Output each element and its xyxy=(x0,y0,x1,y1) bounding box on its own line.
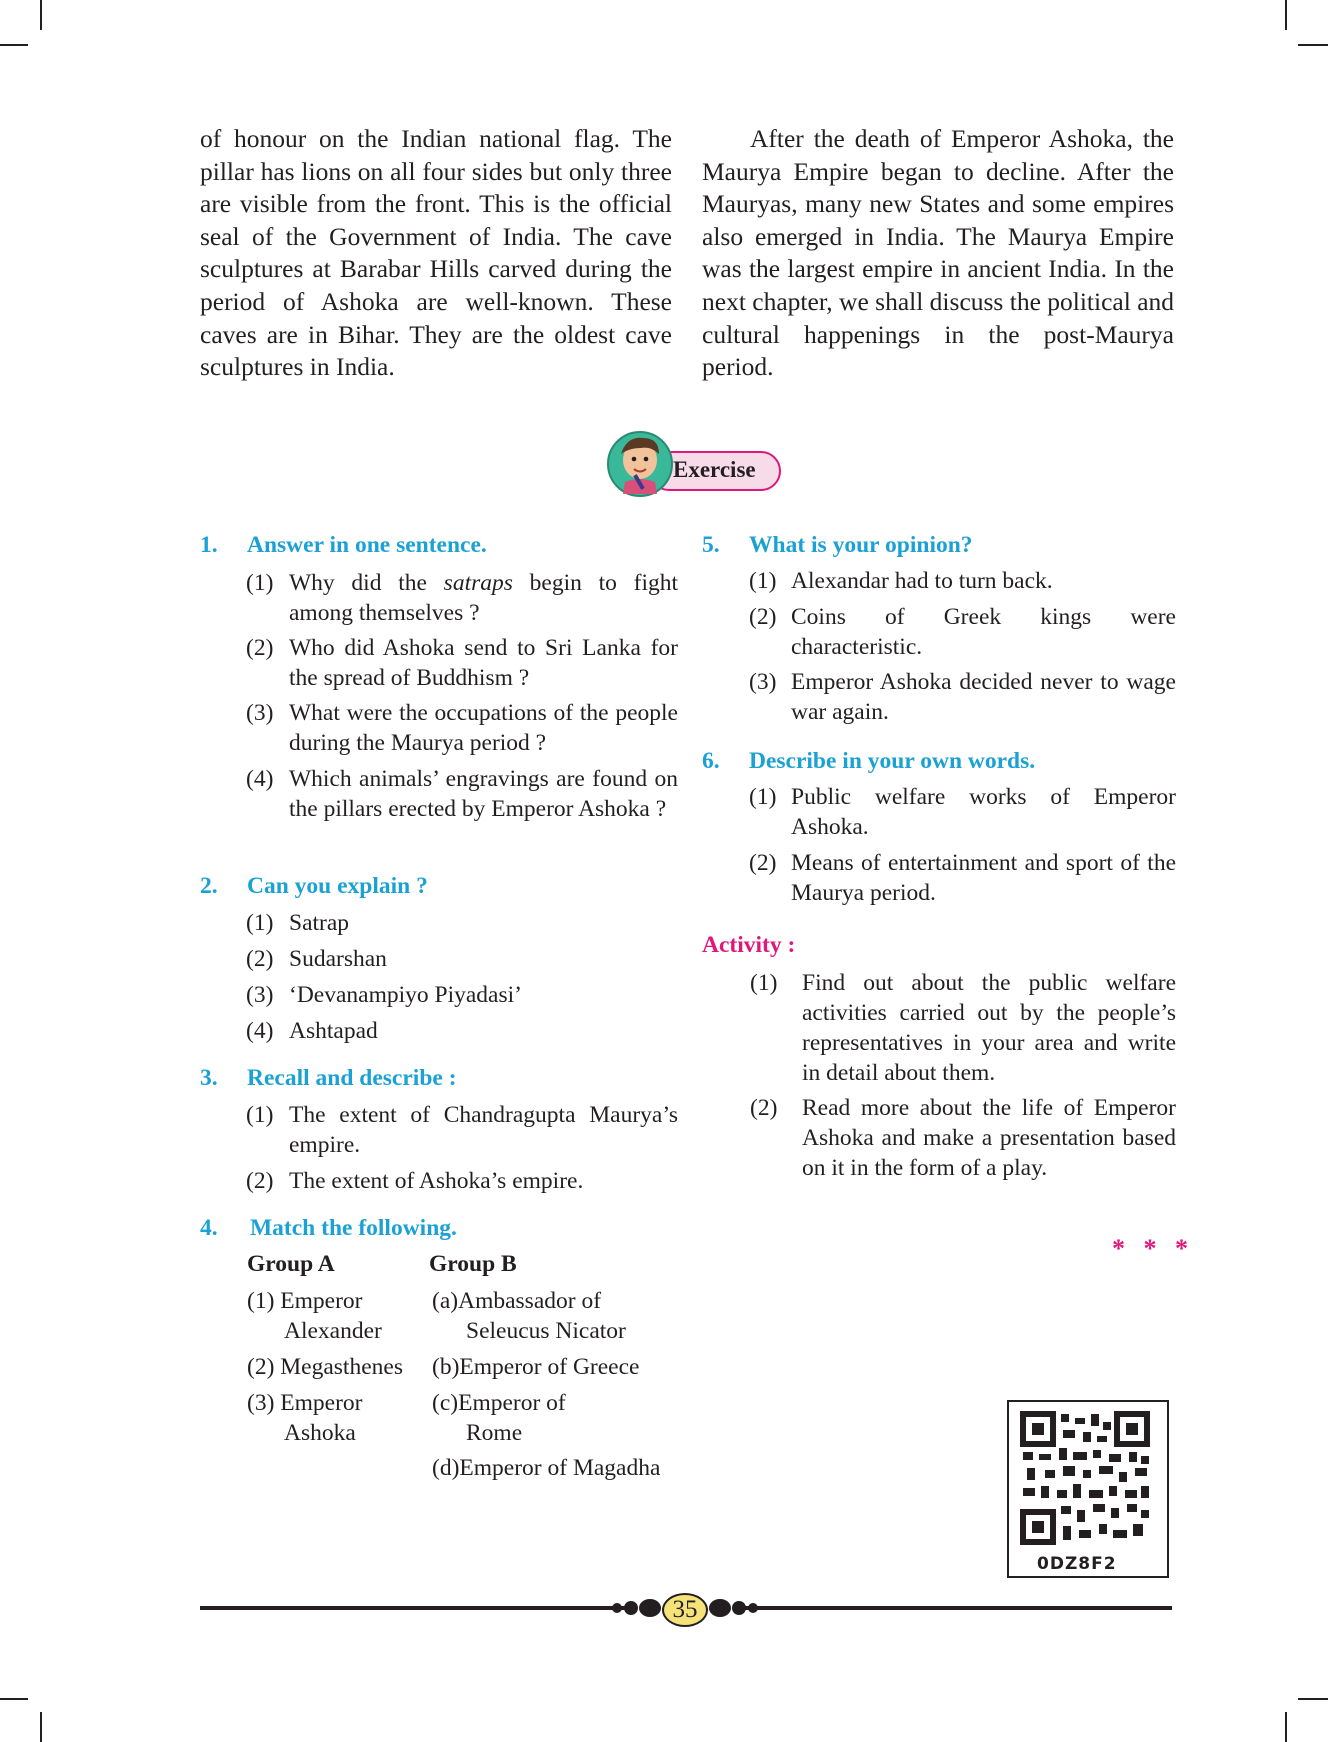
footer-line-left xyxy=(200,1606,630,1610)
item-text: Satrap xyxy=(289,910,350,936)
crop-mark xyxy=(1298,1698,1328,1700)
q6-heading xyxy=(702,748,1036,775)
item-number: (d) xyxy=(432,1455,460,1481)
page-number: 35 xyxy=(672,1596,698,1623)
item-number: (3) xyxy=(246,982,274,1008)
item-number: (1) xyxy=(749,568,777,594)
crop-mark xyxy=(40,1712,42,1742)
activity-heading: Activity : xyxy=(702,932,796,958)
item-text: Coins of Greek kings were characteristic. xyxy=(791,604,1176,660)
group-b-item-b xyxy=(432,1352,639,1382)
item-line-1: Ambassador of xyxy=(458,1288,602,1314)
student-icon xyxy=(607,430,677,498)
q5-item-3 xyxy=(749,667,1176,727)
footer-dot xyxy=(639,1599,661,1617)
q1-number: 1. xyxy=(200,532,218,558)
item-number: (a) xyxy=(432,1288,459,1314)
group-b-item-a xyxy=(432,1286,626,1346)
item-text: Means of entertainment and sport of the Maurya period. xyxy=(791,850,1176,906)
end-marker: * * * xyxy=(1112,1234,1194,1263)
q6-item-2 xyxy=(749,848,1176,908)
item-number: (c) xyxy=(432,1390,459,1416)
crop-mark xyxy=(1298,44,1328,46)
crop-mark xyxy=(1285,0,1287,30)
item-number: (3) xyxy=(247,1390,275,1416)
q5-title: What is your opinion? xyxy=(749,532,973,558)
group-b-item-c xyxy=(432,1388,566,1448)
exercise-banner xyxy=(607,430,787,498)
item-line-1: Emperor xyxy=(280,1390,363,1416)
item-line-1: Megasthenes xyxy=(280,1354,403,1380)
footer-dot xyxy=(748,1603,758,1613)
item-number: (2) xyxy=(246,1168,274,1194)
qr-code-icon xyxy=(1009,1404,1167,1554)
q1-item-4 xyxy=(246,764,678,824)
q5-number: 5. xyxy=(702,532,720,558)
item-text: What were the occupations of the people during the Maurya period ? xyxy=(289,700,678,756)
item-number: (2) xyxy=(246,635,274,661)
q1-item-2 xyxy=(246,633,678,693)
item-text-em: satraps xyxy=(443,570,513,596)
q1-item-1 xyxy=(246,568,678,628)
q3-item-1 xyxy=(246,1100,678,1160)
q4-number: 4. xyxy=(200,1215,218,1241)
footer-dot xyxy=(732,1601,746,1615)
qr-code-text: 0DZ8F2 xyxy=(1037,1554,1117,1574)
q2-number: 2. xyxy=(200,873,218,899)
q2-item-2 xyxy=(246,944,678,974)
group-b-item-d xyxy=(432,1453,660,1483)
crop-mark xyxy=(0,44,28,46)
item-text xyxy=(246,568,678,628)
item-number: (4) xyxy=(246,1018,274,1044)
item-number: (1) xyxy=(246,1102,274,1128)
item-line-2: Rome xyxy=(466,1420,523,1446)
item-line-2: Ashoka xyxy=(284,1420,356,1446)
item-text-pre: Why did the xyxy=(289,570,444,596)
group-a-heading: Group A xyxy=(247,1251,335,1277)
q5-heading xyxy=(702,532,973,559)
item-text: The extent of Chandragupta Maurya’s empire. xyxy=(289,1102,678,1158)
item-text: Find out about the public welfare activities carried out by the people’s representatives in your area and write in detail about them. xyxy=(802,970,1176,1086)
top-left-paragraph: of honour on the Indian national flag. The pillar has lions on all four sides but only three are visible from the front. This is the official seal of the Government of India. The cave sculptures at Barabar Hills carved during the period of Ashoka are well-known. These caves are in Bihar. They are the oldest cave sculptures in India. xyxy=(200,124,672,382)
q1-heading xyxy=(200,532,487,559)
item-text: Sudarshan xyxy=(289,946,387,972)
item-line-1: Emperor of xyxy=(458,1390,566,1416)
crop-mark xyxy=(1285,1712,1287,1742)
item-text: Which animals’ engravings are found on the pillars erected by Emperor Ashoka ? xyxy=(289,766,678,822)
item-text: Ashtapad xyxy=(289,1018,378,1044)
item-line-1: Emperor of Greece xyxy=(459,1354,640,1380)
q2-title: Can you explain ? xyxy=(247,873,428,899)
item-number: (2) xyxy=(749,850,777,876)
q6-item-1 xyxy=(749,782,1176,842)
item-text: Emperor Ashoka decided never to wage war again. xyxy=(791,669,1176,725)
top-right-paragraph xyxy=(702,123,1174,384)
item-number: (2) xyxy=(750,1095,778,1121)
item-text: Who did Ashoka send to Sri Lanka for the spread of Buddhism ? xyxy=(289,635,678,691)
item-number: (2) xyxy=(247,1354,275,1380)
item-number: (2) xyxy=(246,946,274,972)
item-text: ‘Devanampiyo Piyadasi’ xyxy=(289,982,522,1008)
q5-item-1 xyxy=(749,566,1176,596)
top-right-text: After the death of Emperor Ashoka, the Maurya Empire began to decline. After the Mauryas, many new States and some empires also emerged in India. The Maurya Empire was the largest empire in ancient India. In the next chapter, we shall discuss the political and cultural happenings in the post-Maurya period. xyxy=(702,124,1175,382)
q3-item-2 xyxy=(246,1166,678,1196)
q3-heading xyxy=(200,1065,457,1092)
item-line-2: Seleucus Nicator xyxy=(466,1318,626,1344)
q2-item-4 xyxy=(246,1016,678,1046)
qr-code[interactable] xyxy=(1007,1400,1169,1578)
item-text-post: begin to fight among themselves ? xyxy=(289,570,679,626)
footer-line-right xyxy=(740,1606,1172,1610)
item-number: (2) xyxy=(749,604,777,630)
item-number: (4) xyxy=(246,766,274,792)
crop-mark xyxy=(0,1698,28,1700)
group-a-item-3 xyxy=(247,1388,363,1448)
item-text: Public welfare works of Emperor Ashoka. xyxy=(791,784,1176,840)
exercise-label: Exercise xyxy=(673,457,756,482)
group-b-heading: Group B xyxy=(429,1251,517,1277)
q3-title: Recall and describe : xyxy=(247,1065,457,1091)
q2-item-3 xyxy=(246,980,678,1010)
q1-item-3 xyxy=(246,698,678,758)
group-a-item-1 xyxy=(247,1286,382,1346)
q4-heading xyxy=(200,1215,457,1242)
item-text: The extent of Ashoka’s empire. xyxy=(289,1168,584,1194)
activity-item-2 xyxy=(750,1093,1176,1183)
item-text: Alexandar had to turn back. xyxy=(791,568,1053,594)
activity-item-1 xyxy=(750,968,1176,1088)
item-text: Read more about the life of Emperor Ashoka and make a presentation based on it in the form of a play. xyxy=(802,1095,1176,1181)
q1-title: Answer in one sentence. xyxy=(247,532,487,558)
crop-mark xyxy=(40,0,42,30)
q5-item-2 xyxy=(749,602,1176,662)
item-number: (3) xyxy=(246,700,274,726)
q4-title: Match the following. xyxy=(250,1215,457,1241)
item-number: (1) xyxy=(750,970,778,996)
item-number: (1) xyxy=(749,784,777,810)
footer-dot xyxy=(709,1599,731,1617)
item-number: (b) xyxy=(432,1354,460,1380)
group-a-item-2 xyxy=(247,1352,403,1382)
item-number: (1) xyxy=(247,1288,275,1314)
item-line-1: Emperor of Magadha xyxy=(459,1455,661,1481)
q2-heading xyxy=(200,873,428,900)
item-number: (1) xyxy=(246,570,274,596)
item-line-2: Alexander xyxy=(284,1318,382,1344)
item-line-1: Emperor xyxy=(280,1288,363,1314)
item-number: (3) xyxy=(749,669,777,695)
footer-dot xyxy=(612,1603,622,1613)
q6-number: 6. xyxy=(702,748,720,774)
item-number: (1) xyxy=(246,910,274,936)
footer-dot xyxy=(624,1601,638,1615)
q2-item-1 xyxy=(246,908,678,938)
q3-number: 3. xyxy=(200,1065,218,1091)
q6-title: Describe in your own words. xyxy=(749,748,1036,774)
